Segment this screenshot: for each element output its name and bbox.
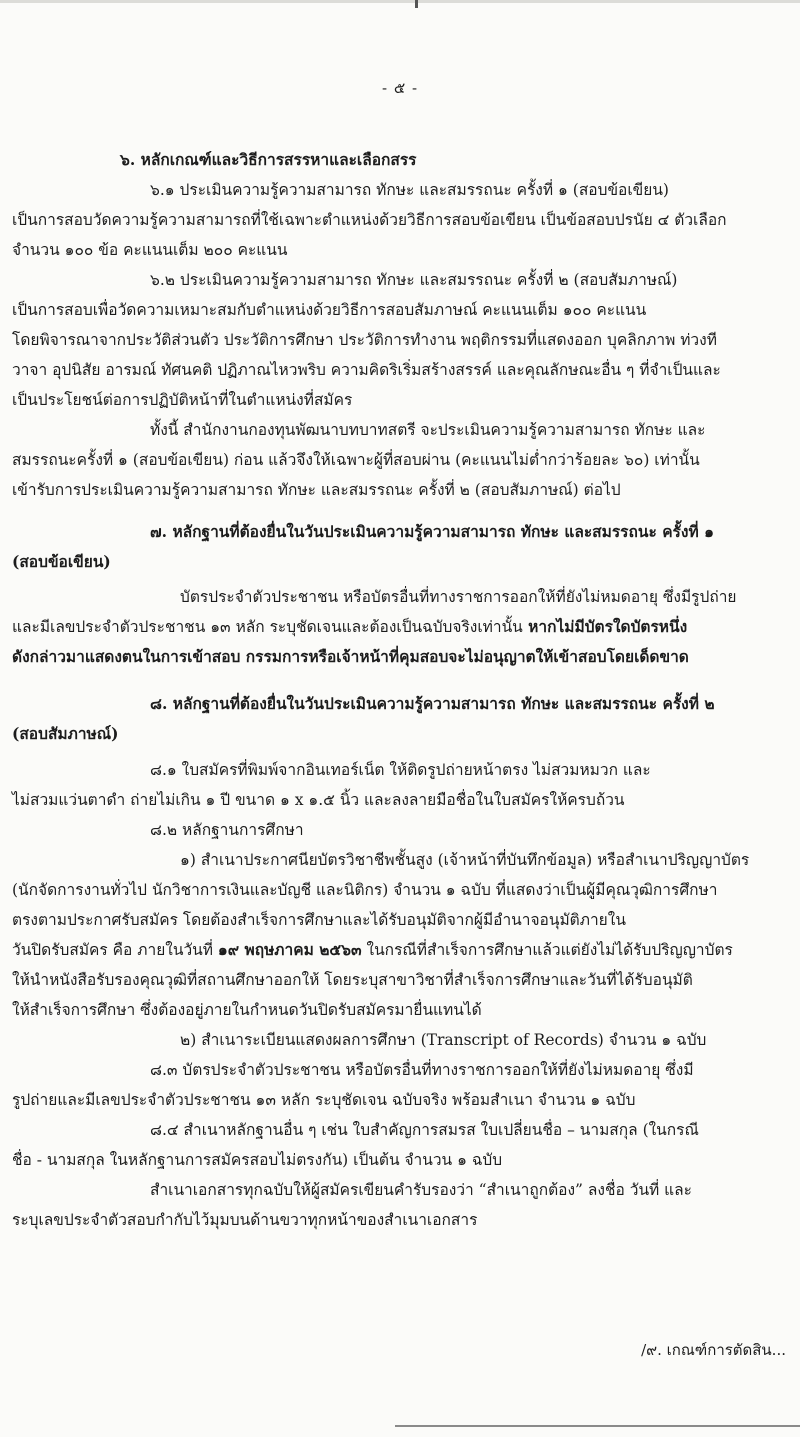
scan-edge-top	[0, 0, 800, 3]
line-text: โดยพิจารณาจากประวัติส่วนตัว ประวัติการศึกษา ประวัติการทำงาน พฤติกรรมที่แสดงออก บุคลิกภาพ ท่วงที	[12, 331, 717, 349]
line-text: เป็นการสอบเพื่อวัดความเหมาะสมกับตำแหน่งด้วยวิธีการสอบสัมภาษณ์ คะแนนเต็ม ๑๐๐ คะแนน	[12, 301, 647, 319]
line-text: วันปิดรับสมัคร คือ ภายในวันที่	[12, 941, 218, 959]
text-line	[150, 818, 304, 842]
text-line	[12, 1148, 502, 1172]
text-line	[12, 878, 717, 902]
line-text: ระบุเลขประจำตัวสอบกำกับไว้มุมบนด้านขวาทุกหน้าของสำเนาเอกสาร	[12, 1211, 478, 1229]
text-line	[150, 1118, 699, 1142]
text-line	[12, 938, 733, 962]
text-line	[150, 418, 705, 442]
line-text: ๘. หลักฐานที่ต้องยื่นในวันประเมินความรู้ความสามารถ ทักษะ และสมรรถนะ ครั้งที่ ๒	[150, 694, 715, 713]
text-line	[150, 268, 677, 292]
line-text: ๘.๓ บัตรประจำตัวประชาชน หรือบัตรอื่นที่ทางราชการออกให้ที่ยังไม่หมดอายุ ซึ่งมี	[150, 1061, 694, 1079]
line-text: ๗. หลักฐานที่ต้องยื่นในวันประเมินความรู้ความสามารถ ทักษะ และสมรรถนะ ครั้งที่ ๑	[150, 522, 714, 541]
continuation-note: /๙. เกณฑ์การตัดสิน...	[641, 1341, 786, 1359]
line-text: วาจา อุปนิสัย อารมณ์ ทัศนคติ ปฏิภาณไหวพริบ ความคิดริเริ่มสร้างสรรค์ และคุณลักษณะอื่น ๆ ที่จำเป็นและ	[12, 361, 721, 379]
line-text: ๑) สำเนาประกาศนียบัตรวิชาชีพชั้นสูง (เจ้าหน้าที่บันทึกข้อมูล) หรือสำเนาปริญญาบัตร	[180, 851, 750, 869]
text-line	[150, 1178, 692, 1202]
line-text: บัตรประจำตัวประชาชน หรือบัตรอื่นที่ทางราชการออกให้ที่ยังไม่หมดอายุ ซึ่งมีรูปถ่าย	[180, 588, 737, 606]
line-text: ทั้งนี้ สำนักงานกองทุนพัฒนาบทบาทสตรี จะประเมินความรู้ความสามารถ ทักษะ และ	[150, 421, 706, 439]
text-line	[180, 585, 737, 609]
line-text: ๒) สำเนาระเบียนแสดงผลการศึกษา (Transcript of Records) จำนวน ๑ ฉบับ	[180, 1031, 707, 1049]
text-line	[12, 208, 727, 232]
text-line	[12, 358, 721, 382]
line-text: ดังกล่าวมาแสดงตนในการเข้าสอบ กรรมการหรือเจ้าหน้าที่คุมสอบจะไม่อนุญาตให้เข้าสอบโดยเด็ดขาด	[12, 647, 689, 666]
line-text-after: ในกรณีที่สำเร็จการศึกษาแล้วแต่ยังไม่ได้รับปริญญาบัตร	[361, 941, 733, 959]
line-text: เป็นการสอบวัดความรู้ความสามารถที่ใช้เฉพาะตำแหน่งด้วยวิธีการสอบข้อเขียน เป็นข้อสอบปรนัย ๔ ตัวเลือก	[12, 211, 727, 229]
text-line	[12, 615, 687, 639]
line-bold-text: หากไม่มีบัตรใดบัตรหนึ่ง	[522, 617, 688, 636]
line-text: (สอบสัมภาษณ์)	[12, 724, 119, 743]
line-text: และมีเลขประจำตัวประชาชน ๑๓ หลัก ระบุชัดเจนและต้องเป็นฉบับจริงเท่านั้น	[12, 618, 523, 636]
scan-edge-bottom	[395, 1425, 800, 1427]
line-bold-text: ๑๙ พฤษภาคม ๒๕๖๓	[217, 940, 362, 959]
text-line	[150, 758, 651, 782]
line-text: ๖.๒ ประเมินความรู้ความสามารถ ทักษะ และสมรรถนะ ครั้งที่ ๒ (สอบสัมภาษณ์)	[150, 271, 678, 289]
line-text: ตรงตามประกาศรับสมัคร โดยต้องสำเร็จการศึกษาและได้รับอนุมัติจากผู้มีอำนาจอนุมัติภายใน	[12, 911, 626, 929]
text-line	[12, 448, 700, 472]
text-line	[180, 1028, 706, 1052]
line-text: ๘.๑ ใบสมัครที่พิมพ์จากอินเทอร์เน็ต ให้ติดรูปถ่ายหน้าตรง ไม่สวมหมวก และ	[150, 761, 651, 779]
line-text: ให้นำหนังสือรับรองคุณวุฒิที่สถานศึกษาออกให้ โดยระบุสาขาวิชาที่สำเร็จการศึกษาและวันที่ได้รับอนุมัติ	[12, 971, 693, 989]
text-line	[12, 388, 352, 412]
text-line	[12, 645, 689, 669]
text-line	[12, 788, 625, 812]
text-line	[120, 148, 417, 172]
line-text: รูปถ่ายและมีเลขประจำตัวประชาชน ๑๓ หลัก ระบุชัดเจน ฉบับจริง พร้อมสำเนา จำนวน ๑ ฉบับ	[12, 1091, 636, 1109]
text-line	[12, 908, 626, 932]
line-text: สำเนาเอกสารทุกฉบับให้ผู้สมัครเขียนคำรับรองว่า “สำเนาถูกต้อง” ลงชื่อ วันที่ และ	[150, 1181, 692, 1199]
text-line	[150, 178, 669, 202]
text-line	[12, 238, 287, 262]
text-line	[12, 1088, 635, 1112]
line-text: (นักจัดการงานทั่วไป นักวิชาการเงินและบัญชี และนิติกร) จำนวน ๑ ฉบับ ที่แสดงว่าเป็นผู้มีคุณวุฒิการศึกษา	[12, 881, 718, 899]
page-number: - ๕ -	[381, 79, 419, 97]
scan-mark	[415, 0, 418, 8]
line-text: ไม่สวมแว่นตาดำ ถ่ายไม่เกิน ๑ ปี ขนาด ๑ x ๑.๕ นิ้ว และลงลายมือชื่อในใบสมัครให้ครบถ้วน	[12, 791, 625, 809]
text-line	[180, 848, 749, 872]
line-text: จำนวน ๑๐๐ ข้อ คะแนนเต็ม ๒๐๐ คะแนน	[12, 241, 288, 259]
line-text: เข้ารับการประเมินความรู้ความสามารถ ทักษะ และสมรรถนะ ครั้งที่ ๒ (สอบสัมภาษณ์) ต่อไป	[12, 481, 621, 499]
line-text: สมรรถนะครั้งที่ ๑ (สอบข้อเขียน) ก่อน แล้วจึงให้เฉพาะผู้ที่สอบผ่าน (คะแนนไม่ต่ำกว่าร้อยละ ๖๐) เท่านั้น	[12, 451, 700, 469]
text-line	[12, 722, 118, 746]
text-line	[12, 550, 111, 574]
text-line	[12, 478, 621, 502]
text-line	[12, 998, 482, 1022]
text-line	[12, 298, 646, 322]
text-line	[12, 328, 717, 352]
line-text: (สอบข้อเขียน)	[12, 552, 111, 571]
text-line	[150, 520, 714, 544]
line-text: ๖.๑ ประเมินความรู้ความสามารถ ทักษะ และสมรรถนะ ครั้งที่ ๑ (สอบข้อเขียน)	[150, 181, 669, 199]
line-text: ชื่อ - นามสกุล ในหลักฐานการสมัครสอบไม่ตรงกัน) เป็นต้น จำนวน ๑ ฉบับ	[12, 1151, 503, 1169]
text-line	[12, 1208, 477, 1232]
line-text: ๘.๒ หลักฐานการศึกษา	[150, 821, 304, 839]
line-text: ให้สำเร็จการศึกษา ซึ่งต้องอยู่ภายในกำหนดวันปิดรับสมัครมายื่นแทนได้	[12, 1001, 482, 1019]
line-text: ๘.๔ สำเนาหลักฐานอื่น ๆ เช่น ใบสำคัญการสมรส ใบเปลี่ยนชื่อ – นามสกุล (ในกรณี	[150, 1121, 699, 1139]
text-line	[12, 968, 693, 992]
line-text: เป็นประโยชน์ต่อการปฏิบัติหน้าที่ในตำแหน่งที่สมัคร	[12, 391, 353, 409]
text-line	[150, 692, 715, 716]
line-text: ๖. หลักเกณฑ์และวิธีการสรรหาและเลือกสรร	[120, 150, 417, 169]
text-line	[150, 1058, 694, 1082]
